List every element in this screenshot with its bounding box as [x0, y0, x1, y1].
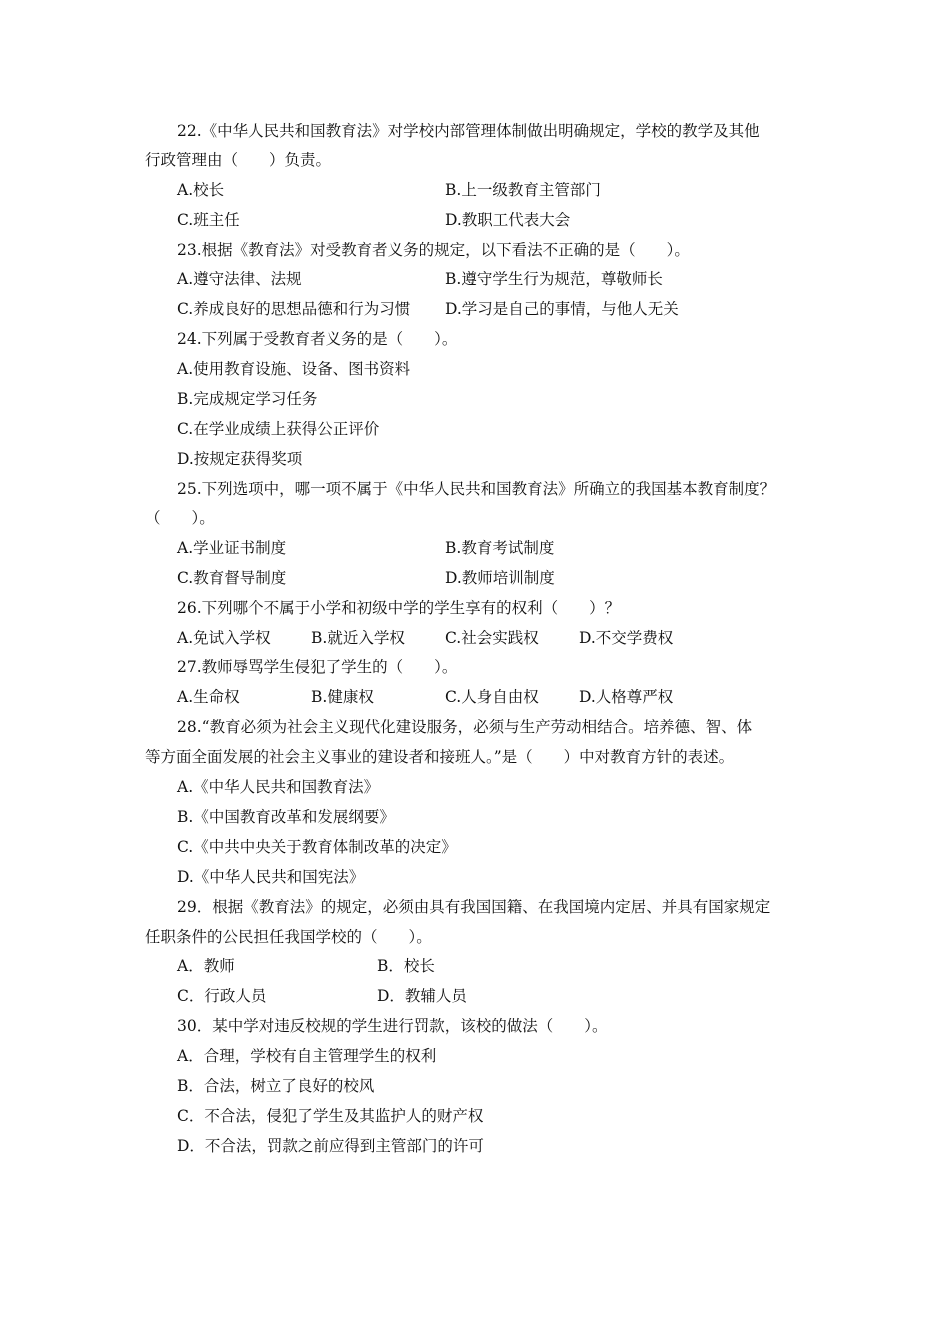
- question-25-option-d: D.教师培训制度: [445, 569, 555, 587]
- question-28-option-b: B.《中国教育改革和发展纲要》: [177, 808, 395, 826]
- question-29-option-b: B．校长: [377, 957, 435, 975]
- question-30-option-a: A．合理，学校有自主管理学生的权利: [177, 1047, 437, 1065]
- question-27-option-d: D.人格尊严权: [579, 688, 674, 706]
- question-30-stem: 30．某中学对违反校规的学生进行罚款，该校的做法（ ）。: [177, 1017, 608, 1035]
- question-24-option-c: C.在学业成绩上获得公正评价: [177, 420, 380, 438]
- question-24-option-b: B.完成规定学习任务: [177, 390, 318, 408]
- question-25-stem-line-1: 25.下列选项中，哪一项不属于《中华人民共和国教育法》所确立的我国基本教育制度？: [177, 480, 776, 498]
- question-22-option-d: D.教职工代表大会: [445, 211, 571, 229]
- question-23-option-d: D.学习是自己的事情，与他人无关: [445, 300, 679, 318]
- question-23-option-b: B.遵守学生行为规范，尊敬师长: [445, 270, 663, 288]
- question-26-option-a: A.免试入学权: [177, 629, 271, 647]
- question-29-option-d: D．教辅人员: [377, 987, 467, 1005]
- question-22-option-c: C.班主任: [177, 211, 240, 229]
- question-28-stem-line-2: 等方面全面发展的社会主义事业的建设者和接班人。”是（ ）中对教育方针的表述。: [145, 748, 735, 766]
- question-22-option-b: B.上一级教育主管部门: [445, 181, 601, 199]
- question-25-stem-line-2: （ ）。: [145, 509, 215, 527]
- question-27-option-b: B.健康权: [311, 688, 374, 706]
- question-29-stem-line-1: 29．根据《教育法》的规定，必须由具有我国国籍、在我国境内定居、并具有国家规定: [177, 898, 771, 916]
- question-27-option-c: C.人身自由权: [445, 688, 539, 706]
- question-24-option-d: D.按规定获得奖项: [177, 450, 303, 468]
- question-25-option-c: C.教育督导制度: [177, 569, 287, 587]
- question-28-option-c: C.《中共中央关于教育体制改革的决定》: [177, 838, 457, 856]
- question-23-stem: 23.根据《教育法》对受教育者义务的规定，以下看法不正确的是（ ）。: [177, 241, 690, 259]
- question-26-option-c: C.社会实践权: [445, 629, 539, 647]
- question-28-option-d: D.《中华人民共和国宪法》: [177, 868, 365, 886]
- question-26-option-d: D.不交学费权: [579, 629, 674, 647]
- question-25-option-b: B.教育考试制度: [445, 539, 555, 557]
- question-27-option-a: A.生命权: [177, 688, 240, 706]
- question-27-stem: 27.教师辱骂学生侵犯了学生的（ ）。: [177, 658, 458, 676]
- question-22-option-a: A.校长: [177, 181, 225, 199]
- question-26-option-b: B.就近入学权: [311, 629, 405, 647]
- question-24-stem: 24.下列属于受教育者义务的是（ ）。: [177, 330, 458, 348]
- question-25-option-a: A.学业证书制度: [177, 539, 287, 557]
- question-22-stem-line-1: 22.《中华人民共和国教育法》对学校内部管理体制做出明确规定，学校的教学及其他: [177, 122, 760, 140]
- question-23-option-c: C.养成良好的思想品德和行为习惯: [177, 300, 411, 318]
- question-29-option-a: A．教师: [177, 957, 235, 975]
- question-30-option-b: B．合法，树立了良好的校风: [177, 1077, 375, 1095]
- question-29-stem-line-2: 任职条件的公民担任我国学校的（ ）。: [145, 928, 432, 946]
- question-30-option-c: C．不合法，侵犯了学生及其监护人的财产权: [177, 1107, 484, 1125]
- question-30-option-d: D．不合法，罚款之前应得到主管部门的许可: [177, 1137, 484, 1155]
- question-22-stem-line-2: 行政管理由（ ）负责。: [145, 151, 332, 169]
- question-23-option-a: A.遵守法律、法规: [177, 270, 302, 288]
- question-28-option-a: A.《中华人民共和国教育法》: [177, 778, 380, 796]
- question-24-option-a: A.使用教育设施、设备、图书资料: [177, 360, 411, 378]
- question-26-stem: 26.下列哪个不属于小学和初级中学的学生享有的权利（ ）？: [177, 599, 621, 617]
- question-29-option-c: C．行政人员: [177, 987, 267, 1005]
- question-28-stem-line-1: 28.“教育必须为社会主义现代化建设服务，必须与生产劳动相结合。培养德、智、体: [177, 718, 753, 736]
